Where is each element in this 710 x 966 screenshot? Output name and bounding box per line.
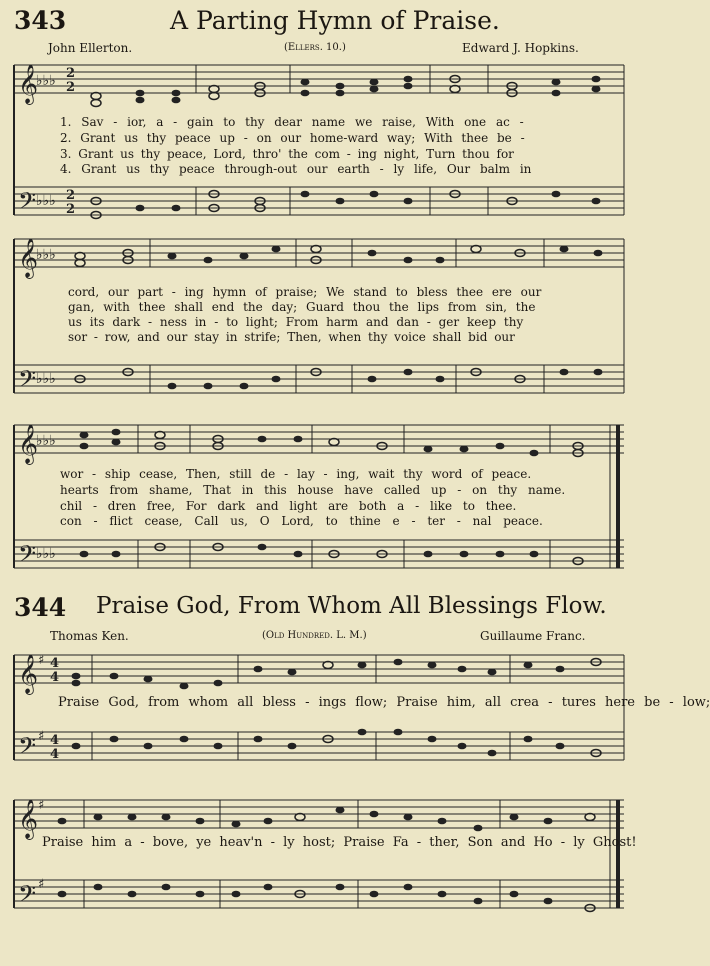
- svg-text:4: 4: [50, 656, 60, 671]
- hymn-343-s3-verse-3: chil - dren free, For dark and light are both a - like to thee.: [60, 499, 517, 513]
- svg-text:𝄞: 𝄞: [18, 424, 39, 464]
- hymn-343-s3-verse-1: wor - ship cease, Then, still de - lay - ing, wait thy word of peace.: [60, 467, 532, 481]
- svg-text:♭♭♭: ♭♭♭: [36, 546, 56, 562]
- svg-text:𝄞: 𝄞: [18, 654, 39, 694]
- hymn-343-s2-verse-1: cord, our part - ing hymn of praise; We stand to bless thee ere our: [68, 285, 542, 299]
- hymn-343-s1-verse-3: 3. Grant us thy peace, Lord, thro' the com - ing night, Turn thou for: [60, 147, 514, 161]
- svg-text:♭♭♭: ♭♭♭: [36, 193, 56, 209]
- svg-text:♯: ♯: [38, 729, 45, 744]
- svg-text:𝄢: 𝄢: [18, 540, 37, 573]
- svg-text:♯: ♯: [38, 653, 45, 668]
- hymn-344-system-1: [0, 640, 640, 790]
- svg-text:𝄢: 𝄢: [18, 365, 37, 398]
- hymn-344-system-2: [0, 790, 640, 950]
- svg-text:𝄢: 𝄢: [18, 732, 37, 765]
- hymn-343-s3-verse-2: hearts from shame, That in this house have called up - on thy name.: [60, 483, 566, 497]
- hymn-343-s3-verse-4: con - flict cease, Call us, O Lord, to thine e - ter - nal peace.: [60, 514, 543, 528]
- hymn-343-number: 343: [14, 6, 67, 35]
- hymn-344-tune: (Old Hundred. L. M.): [262, 630, 367, 641]
- svg-text:2: 2: [66, 80, 76, 95]
- hymn-343-tune-name: Ellers: [287, 42, 320, 53]
- hymn-343-s1-verse-1: 1. Sav - ior, a - gain to thy dear name we raise, With one ac -: [60, 115, 524, 129]
- hymn-343-s1-verse-2: 2. Grant us thy peace up - on our home-ward way; With thee be -: [60, 131, 525, 145]
- hymn-344-composer: Guillaume Franc.: [480, 629, 586, 643]
- hymn-343-author: John Ellerton.: [48, 41, 133, 55]
- hymn-343-s2-verse-4: sor - row, and our stay in strife; Then, when thy voice shall bid our: [68, 330, 515, 344]
- svg-text:𝄞: 𝄞: [18, 799, 39, 839]
- hymn-344-s2-lyrics: Praise him a - bove, ye heav'n - ly host; Praise Fa - ther, Son and Ho - ly Ghost!: [42, 835, 637, 850]
- hymn-343-meter: 10.: [326, 42, 342, 53]
- svg-text:𝄞: 𝄞: [18, 238, 39, 278]
- hymn-343-title: A Parting Hymn of Praise.: [170, 6, 500, 35]
- hymn-343-s2-verse-2: gan, with thee shall end the day; Guard thou the lips from sin, the: [68, 300, 536, 314]
- svg-text:♭♭♭: ♭♭♭: [36, 73, 56, 89]
- svg-text:♯: ♯: [38, 877, 45, 892]
- svg-text:4: 4: [50, 733, 60, 748]
- hymn-344-tune-name: Old Hundred.: [265, 630, 334, 641]
- hymn-344-meter: L. M.: [336, 630, 363, 641]
- hymn-344-author: Thomas Ken.: [50, 629, 129, 643]
- svg-text:♯: ♯: [38, 798, 45, 813]
- svg-text:2: 2: [66, 188, 76, 203]
- hymn-344-number: 344: [14, 593, 67, 622]
- svg-text:2: 2: [66, 66, 76, 81]
- hymn-343-composer: Edward J. Hopkins.: [462, 41, 579, 55]
- hymn-344-title: Praise God, From Whom All Blessings Flow.: [96, 593, 607, 619]
- svg-text:4: 4: [50, 670, 60, 685]
- svg-text:𝄢: 𝄢: [18, 880, 37, 913]
- hymn-343-tune: (Ellers. 10.): [284, 42, 346, 53]
- hymn-344-s1-lyrics: Praise God, from whom all bless - ings flow; Praise him, all crea - tures here be - low;: [58, 695, 710, 710]
- svg-text:𝄞: 𝄞: [18, 64, 39, 104]
- hymn-343-s2-verse-3: us its dark - ness in - to light; From harm and dan - ger keep thy: [68, 315, 524, 329]
- hymn-343-s1-verse-4: 4. Grant us thy peace through-out our earth - ly life, Our balm in: [60, 162, 532, 176]
- svg-text:2: 2: [66, 202, 76, 217]
- svg-text:𝄢: 𝄢: [18, 187, 37, 220]
- svg-text:♭♭♭: ♭♭♭: [36, 247, 56, 263]
- svg-text:♭♭♭: ♭♭♭: [36, 433, 56, 449]
- svg-text:♭♭♭: ♭♭♭: [36, 371, 56, 387]
- svg-text:4: 4: [50, 747, 60, 762]
